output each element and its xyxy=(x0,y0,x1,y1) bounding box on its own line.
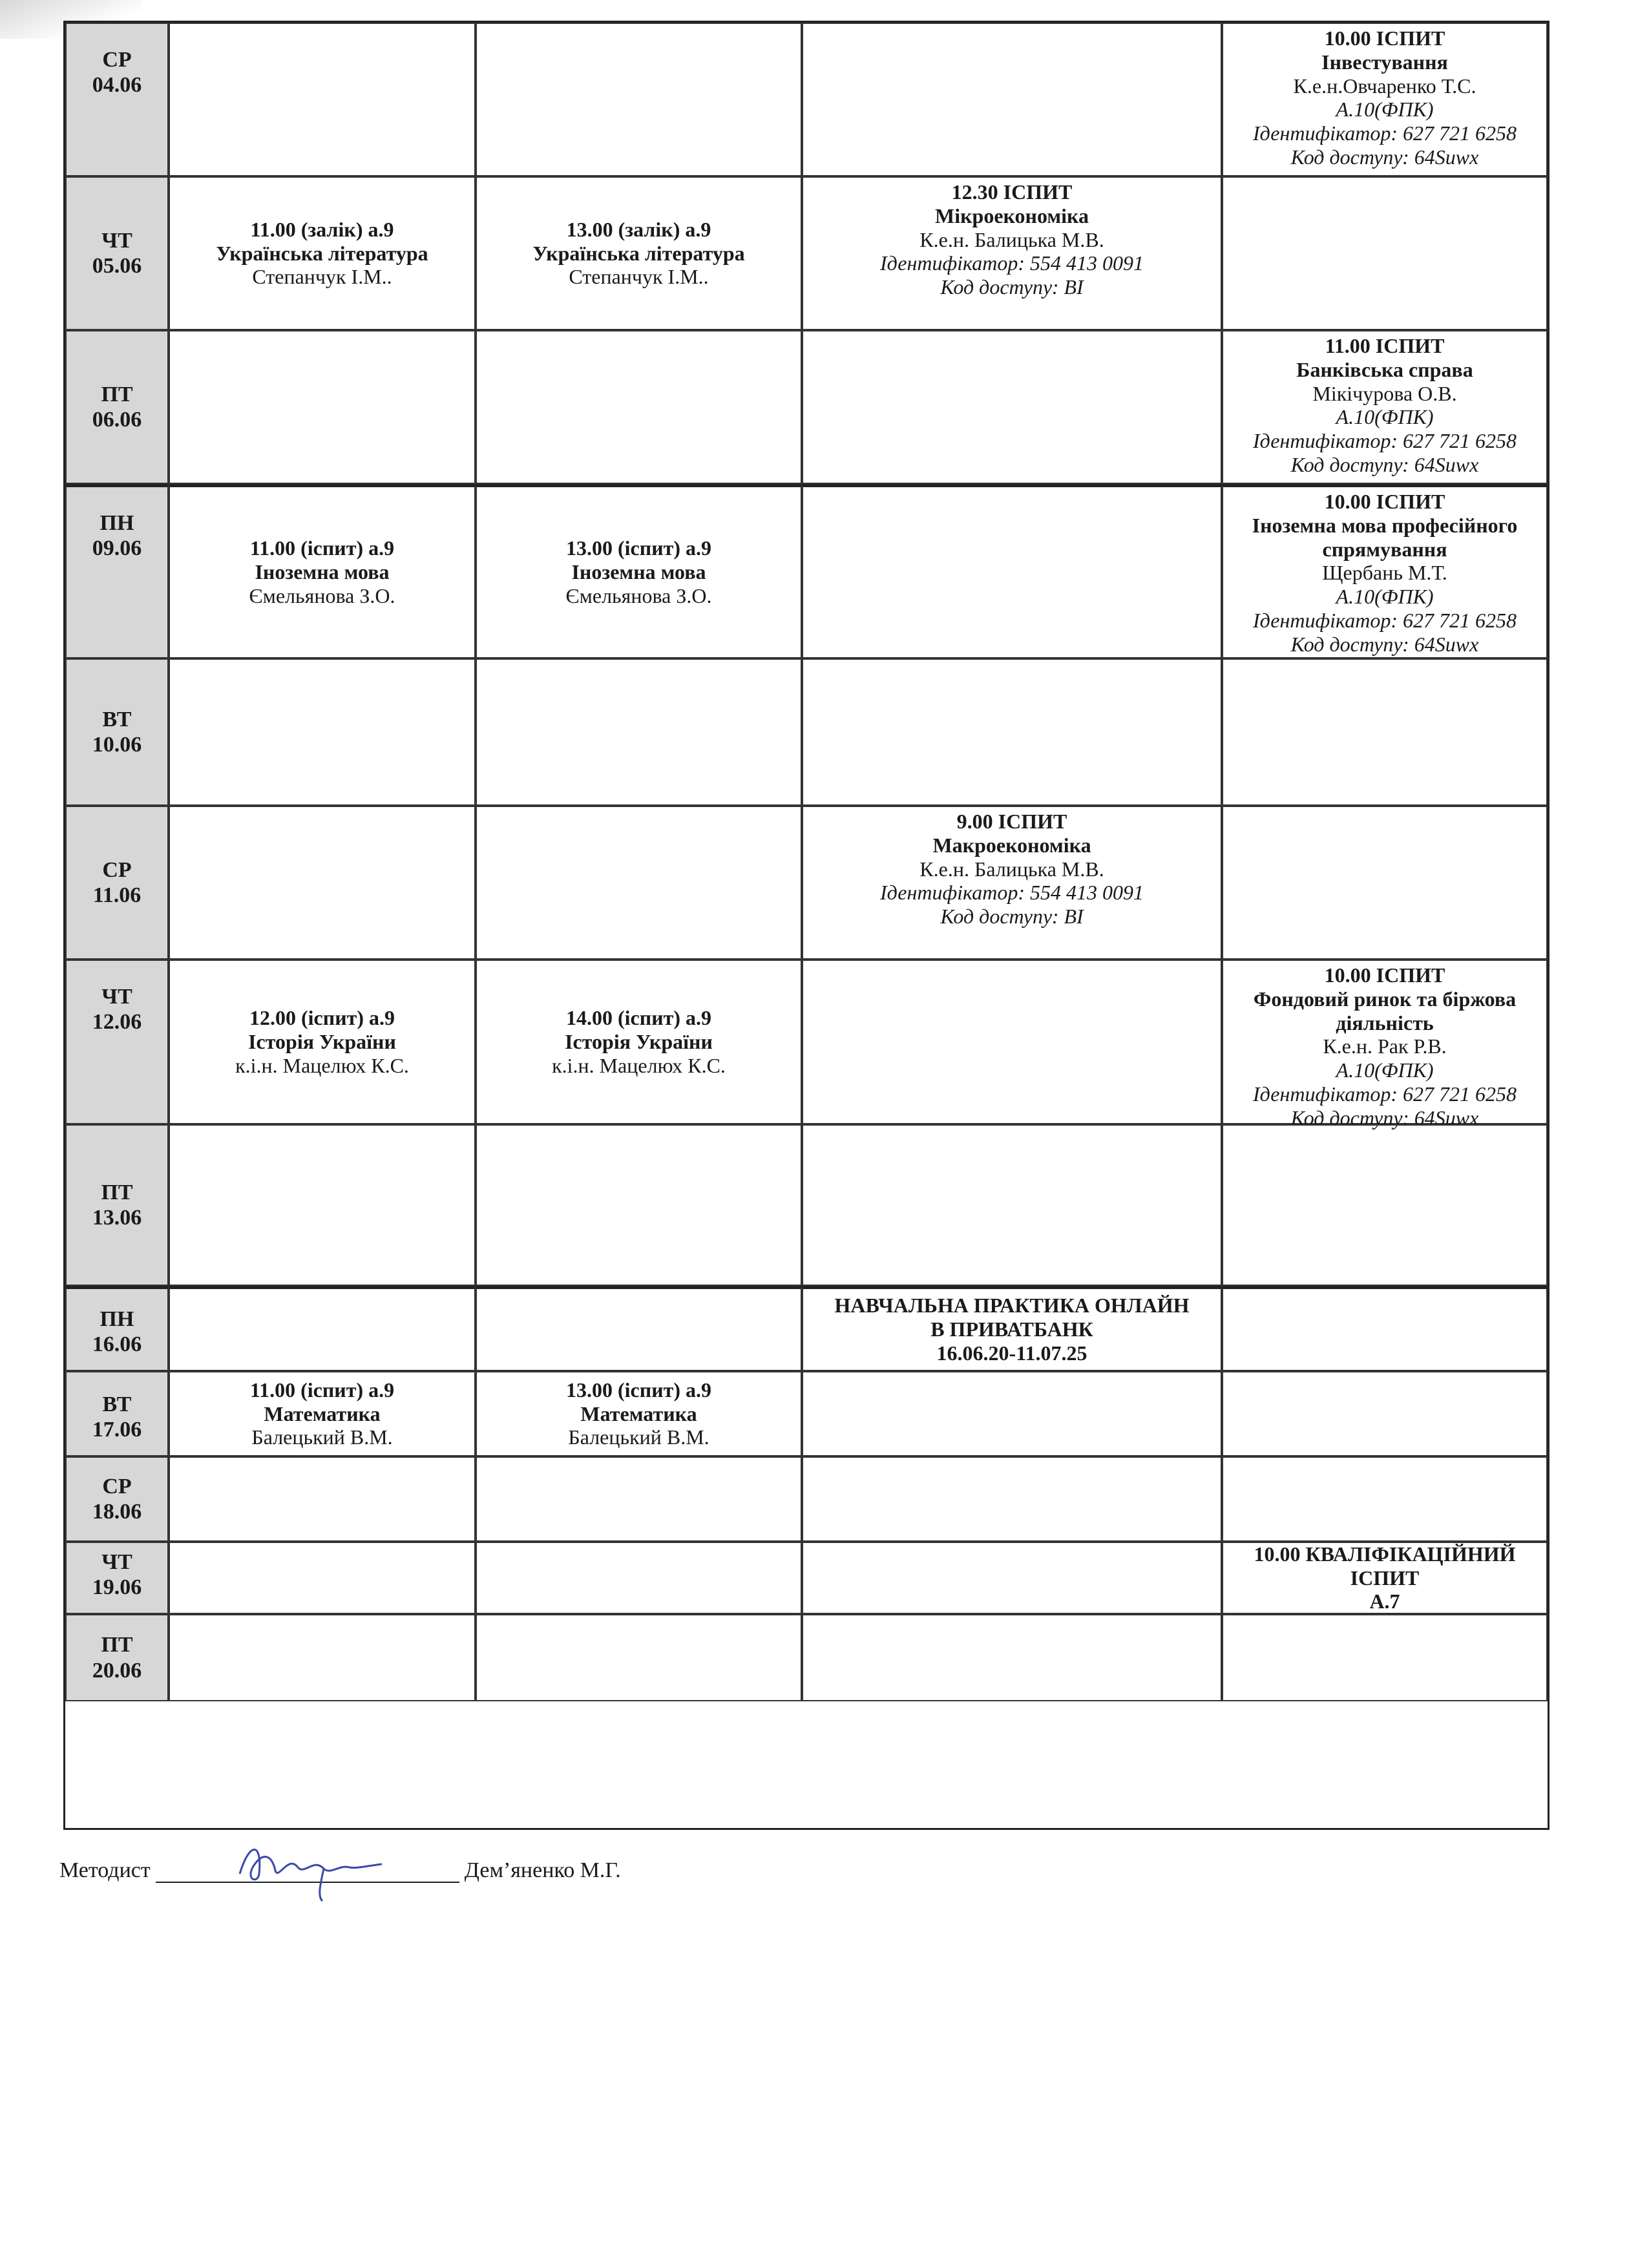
date: 13.06 xyxy=(92,1206,142,1230)
schedule-cell xyxy=(1222,960,1548,1129)
cell-line: В ПРИВАТБАНК xyxy=(930,1318,1093,1341)
cell-line: Ємельянова З.О. xyxy=(565,583,712,607)
schedule-cell xyxy=(169,484,476,658)
day-label xyxy=(65,1124,169,1286)
signature-footer xyxy=(59,1849,621,1883)
cell-line: К.е.н. Балицька М.В. xyxy=(919,857,1104,881)
cell-line: 10.00 ІСПИТ xyxy=(1324,963,1445,987)
cell-line: Макроекономіка xyxy=(932,833,1091,857)
schedule-cell xyxy=(802,960,1222,1124)
schedule-cell xyxy=(476,1542,802,1614)
date: 11.06 xyxy=(92,883,142,907)
schedule-cell xyxy=(169,658,476,806)
weekday: ВТ xyxy=(102,1392,132,1416)
schedule-cell xyxy=(802,1614,1222,1701)
cell-line: Код доступу: 64Suwx xyxy=(1290,145,1479,169)
schedule-cell xyxy=(802,484,1222,658)
schedule-cell xyxy=(1222,330,1548,484)
weekday: ПН xyxy=(100,511,134,535)
schedule-cell xyxy=(476,1371,802,1456)
schedule-cell xyxy=(1222,1286,1548,1371)
cell-line: Мікічурова О.В. xyxy=(1312,381,1457,405)
schedule-cell xyxy=(1222,1542,1548,1614)
cell-line: А.10(ФПК) xyxy=(1336,405,1434,429)
schedule-cell xyxy=(476,1614,802,1701)
day-label xyxy=(65,1371,169,1456)
cell-line: А.10(ФПК) xyxy=(1336,98,1434,121)
schedule-cell xyxy=(169,176,476,330)
date: 20.06 xyxy=(92,1658,142,1683)
cell-line: Історія України xyxy=(248,1030,396,1054)
schedule-cell xyxy=(802,658,1222,806)
schedule-cell xyxy=(169,1614,476,1701)
schedule-cell xyxy=(476,658,802,806)
cell-line: К.е.н. Рак Р.В. xyxy=(1323,1034,1447,1058)
schedule-cell xyxy=(476,484,802,658)
cell-line: Код доступу: 64Suwx xyxy=(1290,632,1479,656)
cell-line: Математика xyxy=(580,1402,697,1425)
cell-line: Степанчук І.М.. xyxy=(569,265,709,289)
weekday: ПН xyxy=(100,1307,134,1331)
cell-line: НАВЧАЛЬНА ПРАКТИКА ОНЛАЙН xyxy=(834,1294,1190,1318)
schedule-cell xyxy=(169,1371,476,1456)
schedule-cell xyxy=(476,176,802,330)
schedule-cell xyxy=(802,1371,1222,1456)
weekday: СР xyxy=(102,48,132,72)
schedule-cell xyxy=(1222,176,1548,330)
schedule-cell xyxy=(802,1456,1222,1542)
schedule-cell xyxy=(476,1286,802,1371)
schedule-cell xyxy=(802,330,1222,484)
cell-line: Іноземна мова xyxy=(571,560,706,584)
cell-line: 11.00 (іспит) а.9 xyxy=(249,536,395,560)
cell-line: К.е.н.Овчаренко Т.С. xyxy=(1293,74,1476,98)
schedule-cell xyxy=(169,1124,476,1286)
cell-line: Код доступу: BI xyxy=(940,275,1084,299)
day-label xyxy=(65,176,169,330)
cell-line: Фондовий ринок та біржова діяльність xyxy=(1253,987,1517,1034)
cell-line: Код доступу: 64Suwx xyxy=(1290,1106,1479,1129)
schedule-cell xyxy=(1222,1456,1548,1542)
cell-line: Математика xyxy=(264,1402,381,1425)
date: 04.06 xyxy=(92,73,142,98)
day-label xyxy=(65,960,169,1124)
cell-line: Ідентифікатор: 627 721 6258 xyxy=(1253,121,1517,145)
schedule-cell xyxy=(802,176,1222,330)
cell-line: Українська література xyxy=(532,241,745,265)
cell-line: Ідентифікатор: 554 413 0091 xyxy=(880,251,1144,275)
schedule-cell xyxy=(476,23,802,176)
day-label xyxy=(65,484,169,658)
date: 17.06 xyxy=(92,1417,142,1442)
date: 05.06 xyxy=(92,254,142,278)
cell-line: 10.00 ІСПИТ xyxy=(1324,26,1445,50)
schedule-cell xyxy=(1222,1614,1548,1701)
cell-line: Ідентифікатор: 627 721 6258 xyxy=(1253,1082,1517,1106)
weekday: ПТ xyxy=(101,1633,133,1657)
schedule-cell xyxy=(1222,1124,1548,1286)
schedule-cell xyxy=(476,960,802,1124)
cell-line: Ідентифікатор: 627 721 6258 xyxy=(1253,429,1517,453)
date: 10.06 xyxy=(92,733,142,757)
cell-line: 13.00 (залік) а.9 xyxy=(566,217,711,241)
date: 06.06 xyxy=(92,408,142,432)
signature-scribble xyxy=(227,1829,395,1906)
date: 18.06 xyxy=(92,1500,142,1524)
cell-line: А.7 xyxy=(1369,1590,1400,1613)
day-label xyxy=(65,1286,169,1371)
schedule-cell xyxy=(476,1456,802,1542)
cell-line: Код доступу: 64Suwx xyxy=(1290,452,1479,476)
schedule-cell xyxy=(802,1124,1222,1286)
cell-line: 10.00 КВАЛІФІКАЦІЙНИЙ ІСПИТ xyxy=(1254,1542,1516,1590)
date: 12.06 xyxy=(92,1010,142,1034)
cell-line: А.10(ФПК) xyxy=(1336,1058,1434,1082)
schedule-cell xyxy=(169,23,476,176)
cell-line: Інвестування xyxy=(1321,50,1448,74)
schedule-cell xyxy=(1222,484,1548,658)
schedule-cell xyxy=(802,1286,1222,1371)
cell-line: 10.00 ІСПИТ xyxy=(1324,490,1445,513)
day-label xyxy=(65,658,169,806)
cell-line: Балецький В.М. xyxy=(568,1425,709,1449)
weekday: ПТ xyxy=(101,1180,133,1204)
cell-line: А.10(ФПК) xyxy=(1336,585,1434,609)
cell-line: к.і.н. Мацелюх К.С. xyxy=(235,1053,409,1077)
schedule-cell xyxy=(802,806,1222,960)
cell-line: 16.06.20-11.07.25 xyxy=(936,1341,1087,1365)
weekday: СР xyxy=(102,1474,132,1498)
weekday: ЧТ xyxy=(101,1549,132,1574)
cell-line: Ємельянова З.О. xyxy=(249,583,395,607)
cell-line: 14.00 (іспит) а.9 xyxy=(566,1006,711,1030)
day-label xyxy=(65,1456,169,1542)
date: 19.06 xyxy=(92,1575,142,1599)
day-label xyxy=(65,1542,169,1614)
cell-line: 11.00 (іспит) а.9 xyxy=(249,1378,395,1402)
cell-line: Ідентифікатор: 554 413 0091 xyxy=(880,881,1144,905)
cell-line: Щербань М.Т. xyxy=(1322,561,1447,585)
cell-line: Іноземна мова xyxy=(255,560,390,584)
methodist-label: Методист xyxy=(59,1858,151,1882)
schedule-cell xyxy=(476,806,802,960)
schedule-cell xyxy=(169,960,476,1124)
cell-line: Банківська справа xyxy=(1296,357,1473,381)
signature-line xyxy=(156,1849,459,1883)
day-label xyxy=(65,23,169,176)
date: 09.06 xyxy=(92,536,142,561)
cell-line: 9.00 ІСПИТ xyxy=(956,810,1067,833)
schedule-cell xyxy=(802,23,1222,176)
cell-line: 12.00 (іспит) а.9 xyxy=(249,1006,395,1030)
cell-line: Українська література xyxy=(216,241,428,265)
cell-line: Мікроекономіка xyxy=(934,204,1089,227)
cell-line: 13.00 (іспит) а.9 xyxy=(566,536,711,560)
schedule-cell xyxy=(169,1542,476,1614)
weekday: ЧТ xyxy=(101,985,132,1009)
cell-line: Ідентифікатор: 627 721 6258 xyxy=(1253,608,1517,632)
schedule-cell xyxy=(169,1286,476,1371)
cell-line: К.е.н. Балицька М.В. xyxy=(919,227,1104,251)
cell-line: к.і.н. Мацелюх К.С. xyxy=(552,1053,726,1077)
cell-line: Код доступу: BI xyxy=(940,905,1084,929)
date: 16.06 xyxy=(92,1332,142,1356)
weekday: СР xyxy=(102,857,132,882)
cell-line: Балецький В.М. xyxy=(251,1425,393,1449)
schedule-cell xyxy=(476,330,802,484)
schedule-cell xyxy=(802,1542,1222,1614)
day-label xyxy=(65,1614,169,1701)
cell-line: 11.00 (залік) а.9 xyxy=(250,217,394,241)
day-label xyxy=(65,330,169,484)
cell-line: Іноземна мова професійного спрямування xyxy=(1252,513,1518,561)
schedule-cell xyxy=(1222,658,1548,806)
cell-line: 13.00 (іспит) а.9 xyxy=(566,1378,711,1402)
cell-line: Історія України xyxy=(565,1030,713,1054)
cell-line: Степанчук І.М.. xyxy=(252,265,392,289)
schedule-cell xyxy=(476,1124,802,1286)
schedule-cell xyxy=(1222,806,1548,960)
weekday: ВТ xyxy=(102,707,132,731)
schedule-cell xyxy=(1222,23,1548,176)
schedule-cell xyxy=(169,330,476,484)
weekday: ПТ xyxy=(101,382,133,406)
cell-line: 12.30 ІСПИТ xyxy=(951,180,1073,204)
schedule-cell xyxy=(1222,1371,1548,1456)
day-label xyxy=(65,806,169,960)
cell-line: 11.00 ІСПИТ xyxy=(1325,334,1445,357)
schedule-table xyxy=(63,21,1549,1830)
schedule-cell xyxy=(169,806,476,960)
weekday: ЧТ xyxy=(101,228,132,253)
methodist-name: Дем’яненко М.Г. xyxy=(464,1858,621,1882)
schedule-cell xyxy=(169,1456,476,1542)
